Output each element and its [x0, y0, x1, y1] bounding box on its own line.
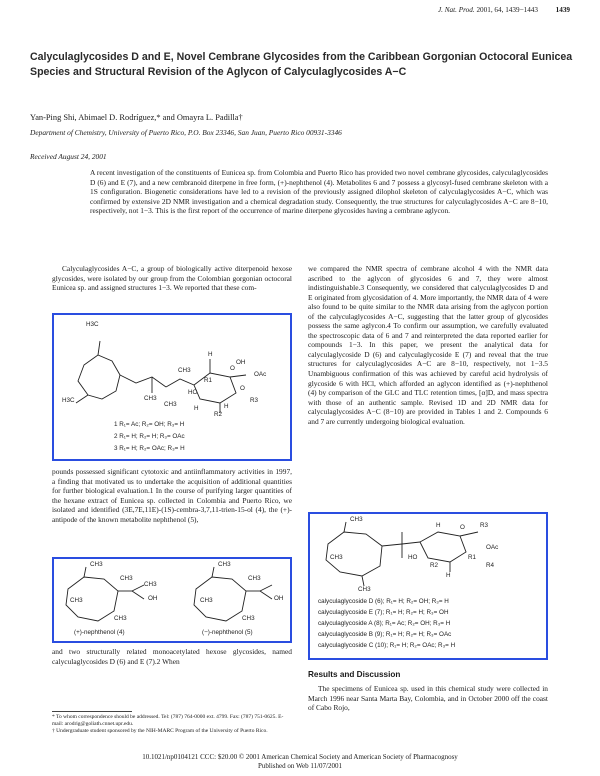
journal-citation: J. Nat. Prod. 2001, 64, 1439−1443	[437, 6, 538, 14]
fig1-label-1: H3C	[86, 321, 99, 328]
fig3-label-11: R4	[486, 562, 495, 569]
fig2-label-3: CH3	[120, 575, 133, 582]
fig3-label-12: H	[446, 572, 451, 579]
fig3-caption-2: calyculaglycoside E (7); R₁= H; R₂= H; R₃= OH	[318, 609, 449, 616]
fig1-label-3: CH3	[144, 395, 157, 402]
authors: Yan-Ping Shi, Abimael D. Rodríguez,* and Omayra L. Padilla†	[30, 113, 243, 122]
affiliation: Department of Chemistry, University of Puerto Rico, P.O. Box 23346, San Juan, Puerto Rico 00931-3346	[30, 128, 342, 137]
fig1-label-7: O	[230, 365, 235, 372]
structure-figure-3	[308, 512, 548, 660]
fig3-label-3: CH3	[358, 586, 371, 593]
fig1-caption-3: 3 R₁= H; R₂= OAc; R₃= H	[114, 445, 185, 452]
page-number: 1439	[555, 6, 570, 14]
left-col-para-2: pounds possessed significant cytotoxic and antiinflammatory activities in 1997, a finding that motivated us to undertake the acquisition of additional quantities for further biological evaluation.1 In the course of purifying larger quantities of the hexane extract of Eunicea sp. collected in Colombia and Puerto Rico, we isolated and identified (3E,7E,11E)-(1S)-cembra-3,7,11-trien-15-ol (4), the (+)-antipode of the known metabolite nephthenol (5),	[52, 467, 292, 524]
fig3-label-10: OAc	[486, 544, 499, 551]
fig2-label-2: CH3	[70, 597, 83, 604]
fig2-label-7: CH3	[218, 561, 231, 568]
fig1-label-6: H	[208, 351, 213, 358]
fig1-label-14: O	[240, 385, 245, 392]
fig3-label-5: O	[460, 524, 465, 531]
fig3-caption-5: calyculaglycoside C (10); R₁= H; R₂= OAc; R₃= H	[318, 642, 456, 649]
abstract: A recent investigation of the constituents of Eunicea sp. from Colombia and Puerto Rico has provided two novel cembrane glycosides, calyculaglycosides D (6) and E (7), and a new cembranoid diterpene in free form, (+)-nephthenol (4). Metabolites 6 and 7 possess a glycosyl-fused cembrane skeleton with a 1S configuration. Biogenetic considerations have led to a revision of the previously assigned dilophol skeleton of calyculaglycosides A−C, which was confirmed by extensive 2D NMR investigation and a chemical degradation study. Consequently, the true structures for calyculaglycosides A−C are 8−10, respectively, not 1−3. This is the first report of the occurrence of marine diterpene glycosides having a cembrane aglycon.	[90, 168, 548, 216]
article-title: Calyculaglycosides D and E, Novel Cembrane Glycosides from the Caribbean Gorgonian Octocoral Eunicea Species and Structural Revision of the Aglycon of Calyculaglycosides A−C	[30, 51, 573, 78]
left-col-para-3: and two structurally related monoacetylated hexose glycosides, named calyculaglycosides D (6) and E (7).2 When	[52, 647, 292, 666]
fig1-label-9: HO	[188, 389, 198, 396]
section-heading: Results and Discussion	[308, 670, 401, 679]
fig1-label-16: R3	[250, 397, 259, 404]
fig3-label-1: CH3	[350, 516, 363, 523]
fig1-label-8: OH	[236, 359, 246, 366]
fig3-label-9: R1	[468, 554, 477, 561]
fig2-label-6: CH3	[114, 615, 127, 622]
fig2-label-1: CH3	[90, 561, 103, 568]
fig3-label-2: CH3	[330, 554, 343, 561]
left-col-para-1: Calyculaglycosides A−C, a group of biologically active diterpenoid hexose glycosides, were isolated by our group from the Colombian gorgonian octocoral Eunicea sp. and assigned structures 1−3. We reported that these com-	[52, 264, 292, 293]
fig1-label-10: R1	[204, 377, 213, 384]
page-footer	[0, 753, 600, 770]
fig2-label-5: OH	[148, 595, 158, 602]
structure-figure-2	[52, 557, 292, 643]
fig1-label-15: OAc	[254, 371, 267, 378]
structure-figure-1	[52, 313, 292, 461]
fig1-label-12: H	[194, 405, 199, 412]
footnote-rule	[52, 711, 132, 712]
fig3-caption-1: calyculaglycoside D (6); R₁= H; R₂= OH; R₃= H	[318, 598, 449, 605]
doi-copyright: 10.1021/np0104121 CCC: $20.00 © 2001 American Chemical Society and American Society of Pharmacognosy	[142, 753, 458, 761]
fig2-caption-2: (−)-nephthenol (5)	[202, 629, 253, 636]
footnote-student: † Undergraduate student sponsored by the NIH-MARC Program of the University of Puerto Rico.	[52, 728, 268, 734]
running-header	[0, 4, 600, 18]
fig1-caption-1: 1 R₁= Ac; R₂= OH; R₃= H	[114, 421, 185, 428]
right-col-para-1: we compared the NMR spectra of cembrane alcohol 4 with the NMR data ascribed to the aglycon of glycosides 6 and 7, they were almost indistinguishable.3 Consequently, we considered that calyculaglycosides D and E originated from glycosidation of 4. More importantly, the NMR data of 4 were also found to be quite similar to the NMR data arising from the aglycon portion of the calyculaglycosides A−C, suggesting that the latter group of glycosides possess the same aglycon.4 To confirm our assumption, we carefully evaluated the spectroscopic data of 6 and 7 and reinterpreted the data reported earlier for compounds 1−3. In this paper, we present the analytical data for calyculaglycoside D (6) and calyculaglycoside E (7) and reveal that the true structures for calyculaglycosides A−C are 8−10, respectively, not 1−3.5 Unambiguous confirmation of this was achieved by careful acid hydrolysis of glycoside 6 with HCl, which afforded an aglycon identified as (+)-nephthenol (4) by comparison of the GLC and TLC retention times, [α]D, and mass spectra with those of an authentic sample. Revised 1D and 2D NMR data for calyculaglycosides A−C (8−10) are provided in Tables 1 and 2. Compounds 6 and 7 are currently undergoing biological evaluation.	[308, 264, 548, 426]
fig2-label-8: CH3	[200, 597, 213, 604]
fig1-label-11: R2	[214, 411, 223, 418]
right-col-para-2: The specimens of Eunicea sp. used in this chemical study were collected in March 1996 near Santa Marta Bay, Colombia, and in October 2000 off the coast of Cabo Rojo,	[308, 684, 548, 713]
fig3-caption-4: calyculaglycoside B (9); R₁= H; R₂= H; R₃= OAc	[318, 631, 452, 638]
fig2-label-4: CH3	[144, 581, 157, 588]
fig3-label-4: H	[436, 522, 441, 529]
fig3-label-6: R3	[480, 522, 489, 529]
footnotes	[52, 714, 292, 735]
fig1-label-4: CH3	[178, 367, 191, 374]
footnote-corresponding: * To whom correspondence should be addressed. Tel: (787) 764-0000 ext. 4799. Fax: (787) 751-0625. E-mail: arodrig@goliath.cnnet.upr.edu.	[52, 714, 284, 727]
received-date: Received August 24, 2001	[30, 152, 107, 161]
publication-date: Published on Web 11/07/2001	[257, 761, 343, 770]
fig3-label-7: HO	[408, 554, 418, 561]
fig2-label-11: OH	[274, 595, 284, 602]
fig2-caption-1: (+)-nephthenol (4)	[74, 629, 125, 636]
fig3-caption-3: calyculaglycoside A (8); R₁= Ac; R₂= OH; R₃= H	[318, 620, 451, 627]
cembrane-ring-1	[78, 355, 120, 399]
fig2-label-9: CH3	[248, 575, 261, 582]
fig1-caption-2: 2 R₁= H; R₂= H; R₃= OAc	[114, 433, 185, 440]
fig1-label-5: CH3	[164, 401, 177, 408]
fig3-label-8: R2	[430, 562, 439, 569]
fig1-label-13: H	[224, 403, 229, 410]
fig2-label-10: CH3	[242, 615, 255, 622]
fig1-label-2: H3C	[62, 397, 75, 404]
